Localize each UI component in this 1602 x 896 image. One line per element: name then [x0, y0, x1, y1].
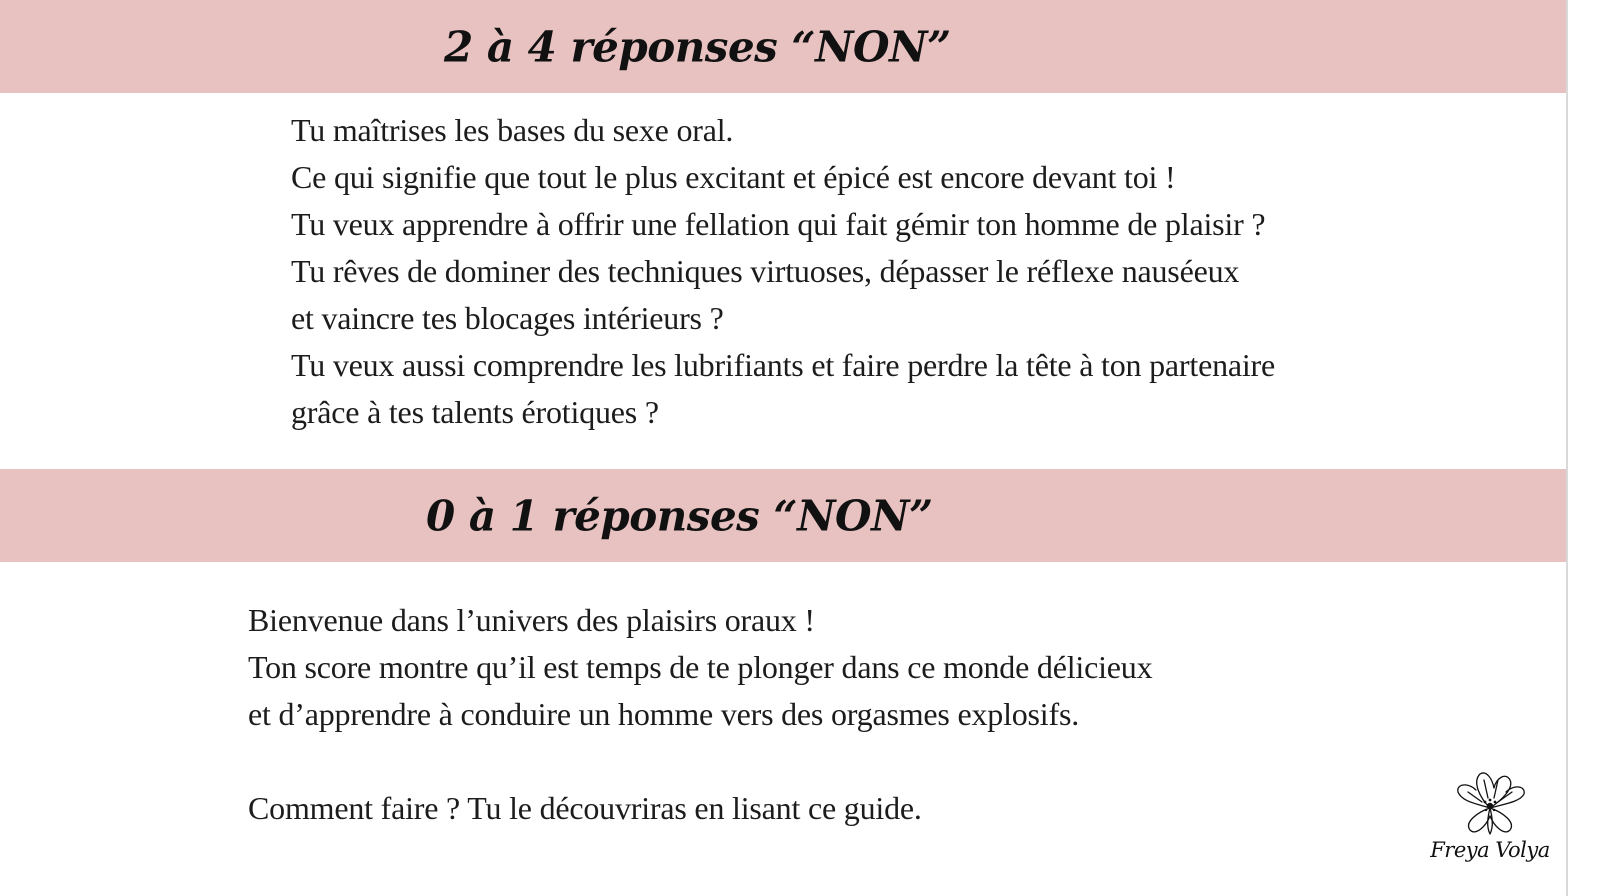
closing-line: Comment faire ? Tu le découvriras en lisant ce guide. — [248, 790, 922, 826]
brand-logo — [1430, 768, 1550, 878]
body-line: Ce qui signifie que tout le plus excitant et épicé est encore devant toi ! — [291, 159, 1176, 195]
body-line: grâce à tes talents érotiques ? — [291, 394, 659, 430]
section-header-band — [0, 469, 1568, 562]
section-body — [248, 597, 1152, 832]
section-header-band — [0, 0, 1568, 93]
body-line: Ton score montre qu’il est temps de te plonger dans ce monde délicieux — [248, 649, 1153, 685]
page-edge-divider — [1566, 0, 1568, 896]
body-line: et vaincre tes blocages intérieurs ? — [291, 300, 724, 336]
body-line: Tu veux aussi comprendre les lubrifiants et faire perdre la tête à ton partenaire — [291, 347, 1276, 383]
body-line: Tu maîtrises les bases du sexe oral. — [291, 112, 734, 148]
body-line: et d’apprendre à conduire un homme vers des orgasmes explosifs. — [248, 696, 1080, 732]
section-heading: 0 à 1 réponses “NON” — [426, 491, 933, 540]
brand-name: Freya Volya — [1430, 838, 1550, 862]
spacer — [248, 738, 1152, 785]
body-line: Tu veux apprendre à offrir une fellation qui fait gémir ton homme de plaisir ? — [291, 206, 1266, 242]
body-line: Bienvenue dans l’univers des plaisirs oraux ! — [248, 602, 815, 638]
section-heading: 2 à 4 réponses “NON” — [444, 22, 951, 71]
section-body — [291, 107, 1275, 436]
body-line: Tu rêves de dominer des techniques virtuoses, dépasser le réflexe nauséeux — [291, 253, 1240, 289]
flower-icon — [1450, 768, 1530, 840]
